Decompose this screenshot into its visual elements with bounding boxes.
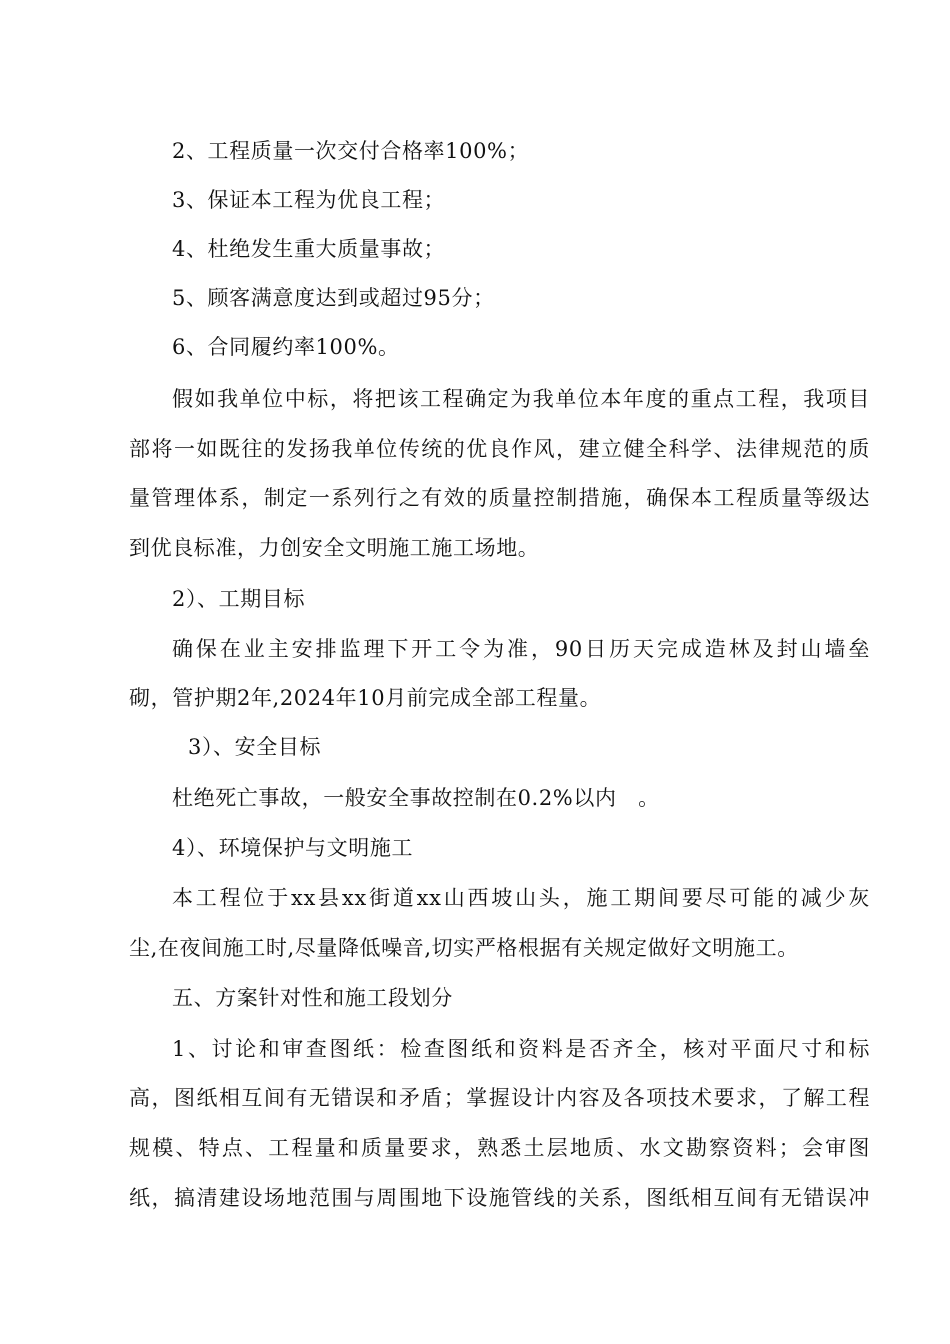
paragraph-line: 确保在业主安排监理下开工令为准，90日历天完成造林及封山墙垒	[172, 637, 870, 661]
paragraph-line: 高，图纸相互间有无错误和矛盾；掌握设计内容及各项技术要求，了解工程	[129, 1086, 870, 1110]
goal-contract-fulfillment: 6、合同履约率100%。	[172, 335, 400, 359]
section-heading-schedule: 2）、工期目标	[172, 587, 306, 611]
paragraph-line: 本工程位于xx县xx街道xx山西坡山头，施工期间要尽可能的减少灰	[172, 886, 870, 910]
section-heading-safety: 3）、安全目标	[188, 735, 322, 759]
goal-excellent-project: 3、保证本工程为优良工程；	[172, 188, 446, 212]
paragraph-line: 砌，管护期2年,2024年10月前完成全部工程量。	[129, 686, 602, 710]
paragraph-line: 尘,在夜间施工时,尽量降低噪音,切实严格根据有关规定做好文明施工。	[129, 936, 799, 960]
paragraph-line: 杜绝死亡事故，一般安全事故控制在0.2%以内 。	[172, 786, 660, 810]
goal-customer-satisfaction: 5、顾客满意度达到或超过95分；	[172, 286, 495, 310]
section-heading-plan: 五、方案针对性和施工段划分	[172, 986, 453, 1010]
paragraph-line: 1、讨论和审查图纸：检查图纸和资料是否齐全，核对平面尺寸和标	[172, 1037, 870, 1061]
goal-no-major-accident: 4、杜绝发生重大质量事故；	[172, 237, 446, 261]
goal-quality-pass-rate: 2、工程质量一次交付合格率100%；	[172, 139, 530, 163]
section-heading-environment: 4）、环境保护与文明施工	[172, 836, 414, 860]
paragraph-line: 部将一如既往的发扬我单位传统的优良作风，建立健全科学、法律规范的质	[129, 437, 870, 461]
paragraph-line: 规模、特点、工程量和质量要求，熟悉土层地质、水文勘察资料；会审图	[129, 1136, 870, 1160]
paragraph-line: 量管理体系，制定一系列行之有效的质量控制措施，确保本工程质量等级达	[129, 486, 870, 510]
paragraph-line: 假如我单位中标，将把该工程确定为我单位本年度的重点工程，我项目	[172, 387, 870, 411]
paragraph-line: 纸，搞清建设场地范围与周围地下设施管线的关系，图纸相互间有无错误冲	[129, 1186, 870, 1210]
paragraph-line: 到优良标准，力创安全文明施工施工场地。	[129, 536, 540, 560]
